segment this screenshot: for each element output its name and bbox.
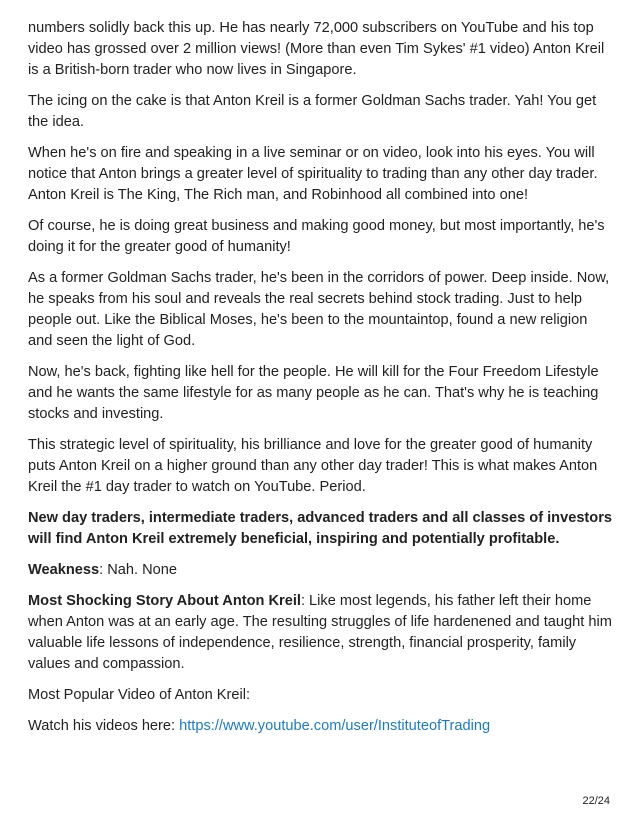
paragraph-strategic-level: This strategic level of spirituality, his brilliance and love for the greater good of humanity puts Anton Kreil on a higher ground than any other day trader! This is what makes Anton Kreil the #1 day trader to watch on YouTube. Period. [28,437,598,495]
weakness-label: Weakness [28,562,100,578]
weakness-text: : Nah. None [99,562,178,578]
page-number: 22/24 [582,795,610,807]
shocking-story-label: Most Shocking Story About Anton Kreil [28,593,301,609]
paragraph-greater-good: Of course, he is doing great business and making good money, but most importantly, he's doing it for the greater good of humanity! [28,218,605,255]
paragraph-subscribers: numbers solidly back this up. He has nearly 72,000 subscribers on YouTube and his top video has grossed over 2 million views! (More than even Tim Sykes' #1 video) Anton Kreil is a British-born trader who now lives in Singapore. [28,20,605,78]
paragraph-four-freedom: Now, he's back, fighting like hell for the people. He will kill for the Four Freedom Lifestyle and he wants the same lifestyle for as many people as he can. That's why he is teaching stocks and investing. [28,364,599,422]
youtube-channel-link[interactable]: https://www.youtube.com/user/InstituteofTrading [179,718,491,734]
paragraph-beneficial: New day traders, intermediate traders, advanced traders and all classes of investors will find Anton Kreil extremely beneficial, inspiring and potentially profitable. [28,510,612,547]
shocking-story-text: : Like most legends, his father left their home when Anton was at an early age. The resulting struggles of life hardenened and taught him valuable life lessons of independence, resilience, strength, financial prosperity, family values and compassion. [28,593,612,672]
paragraph-corridors-of-power: As a former Goldman Sachs trader, he's been in the corridors of power. Deep inside. Now, he speaks from his soul and reveals the real secrets behind stock trading. Just to help people out. Like the Biblical Moses, he's been to the mountaintop, found a new religion and seen the light of God. [28,270,610,349]
paragraph-watch-videos [28,716,614,737]
paragraph-popular-video: Most Popular Video of Anton Kreil: [28,687,251,703]
watch-label: Watch his videos here: [28,718,180,734]
paragraph-shocking-story [28,591,614,675]
document-body [28,18,614,747]
paragraph-spirituality: When he's on fire and speaking in a live seminar or on video, look into his eyes. You will notice that Anton brings a greater level of spirituality to trading than any other day trader. Anton Kreil is The King, The Rich man, and Robinhood all combined into one! [28,145,598,203]
paragraph-goldman-sachs: The icing on the cake is that Anton Kreil is a former Goldman Sachs trader. Yah! You get the idea. [28,93,597,130]
paragraph-weakness [28,560,614,581]
